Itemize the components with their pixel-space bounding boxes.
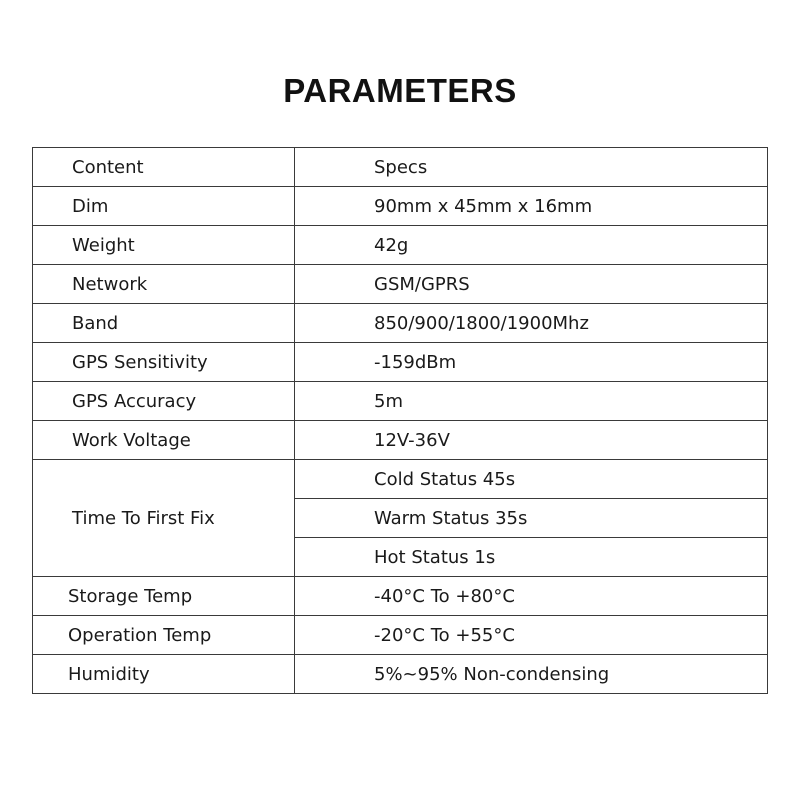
table-row <box>33 187 768 226</box>
row-value: 850/900/1800/1900Mhz <box>295 304 768 343</box>
page-title: PARAMETERS <box>283 72 517 109</box>
row-label: Humidity <box>33 655 295 694</box>
ttff-label: Time To First Fix <box>33 460 295 577</box>
row-label: Network <box>33 265 295 304</box>
ttff-cold-value: Cold Status 45s <box>295 460 768 499</box>
row-value: 12V-36V <box>295 421 768 460</box>
table-row <box>33 382 768 421</box>
row-label: Work Voltage <box>33 421 295 460</box>
row-value: 90mm x 45mm x 16mm <box>295 187 768 226</box>
table-row <box>33 655 768 694</box>
row-value: 42g <box>295 226 768 265</box>
row-value: -40°C To +80°C <box>295 577 768 616</box>
row-label: GPS Accuracy <box>33 382 295 421</box>
row-value: 5m <box>295 382 768 421</box>
row-label: Storage Temp <box>33 577 295 616</box>
header-content: Content <box>33 148 295 187</box>
row-label: Band <box>33 304 295 343</box>
header-specs: Specs <box>295 148 768 187</box>
table-row <box>33 226 768 265</box>
table-row <box>33 616 768 655</box>
table-row <box>33 577 768 616</box>
parameters-table <box>32 147 768 694</box>
table-row <box>33 460 768 499</box>
row-value: GSM/GPRS <box>295 265 768 304</box>
row-label: Operation Temp <box>33 616 295 655</box>
row-label: Weight <box>33 226 295 265</box>
ttff-warm-value: Warm Status 35s <box>295 499 768 538</box>
row-value: -159dBm <box>295 343 768 382</box>
table-row <box>33 304 768 343</box>
table-header-row <box>33 148 768 187</box>
row-label: GPS Sensitivity <box>33 343 295 382</box>
row-value: 5%~95% Non-condensing <box>295 655 768 694</box>
table-row <box>33 265 768 304</box>
row-value: -20°C To +55°C <box>295 616 768 655</box>
row-label: Dim <box>33 187 295 226</box>
table-row <box>33 343 768 382</box>
ttff-hot-value: Hot Status 1s <box>295 538 768 577</box>
table-row <box>33 421 768 460</box>
